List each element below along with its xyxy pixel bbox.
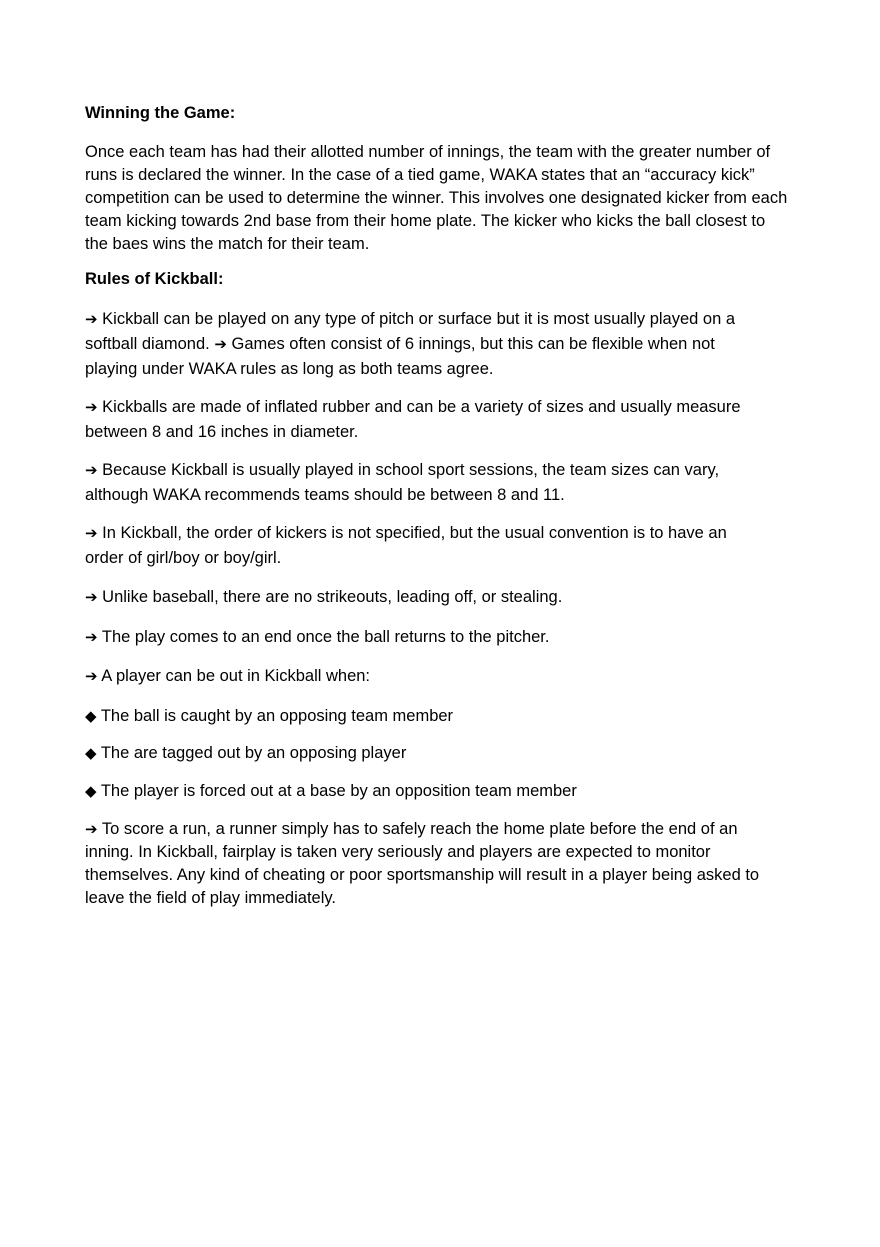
rule-text: softball diamond.	[85, 335, 210, 353]
list-item-text: The are tagged out by an opposing player	[100, 744, 407, 762]
rule-1-line-2	[85, 332, 715, 357]
rule-4-line-2: order of girl/boy or boy/girl.	[85, 549, 282, 567]
out-condition-3	[85, 779, 577, 804]
rule-1-line-3: playing under WAKA rules as long as both teams agree.	[85, 360, 494, 378]
arrow-icon: ➔	[214, 335, 227, 353]
rule-text: In Kickball, the order of kickers is not specified, but the usual convention is to have an	[102, 524, 727, 542]
rule-text: Unlike baseball, there are no strikeouts, leading off, or stealing.	[102, 588, 563, 606]
arrow-icon: ➔	[85, 310, 98, 328]
arrow-icon: ➔	[85, 461, 98, 479]
rule-text: Kickball can be played on any type of pitch or surface but it is most usually played on a	[102, 310, 736, 328]
rules-heading: Rules of Kickball:	[85, 270, 224, 288]
arrow-icon: ➔	[85, 398, 98, 416]
rule-5	[85, 585, 562, 610]
rule-7	[85, 664, 370, 689]
rule-text: A player can be out in Kickball when:	[101, 667, 371, 685]
rule-text: Games often consist of 6 innings, but this can be flexible when not	[231, 335, 715, 353]
diamond-bullet-icon: ◆	[85, 744, 97, 762]
rule-6	[85, 625, 549, 650]
arrow-icon: ➔	[85, 667, 98, 685]
rule-3-line-1	[85, 458, 719, 483]
rule-8	[85, 818, 790, 910]
out-condition-1	[85, 704, 453, 729]
out-condition-2	[85, 741, 406, 766]
arrow-icon: ➔	[85, 628, 98, 646]
arrow-icon: ➔	[85, 524, 98, 542]
rule-1-line-1	[85, 307, 735, 332]
rule-text: To score a run, a runner simply has to safely reach the home plate before the end of an inning. In Kickball, fairplay is taken very seriously and players are expected to monitor themselves. Any kind of cheating or poor sportsmanship will result in a player being asked to leave the field of play immediately.	[85, 820, 760, 907]
rule-2-line-1	[85, 395, 741, 420]
arrow-icon: ➔	[85, 820, 98, 838]
rule-text: Because Kickball is usually played in school sport sessions, the team sizes can vary,	[102, 461, 720, 479]
diamond-bullet-icon: ◆	[85, 782, 97, 800]
winning-heading: Winning the Game:	[85, 104, 236, 122]
rule-text: The play comes to an end once the ball returns to the pitcher.	[101, 628, 550, 646]
rule-4-line-1	[85, 521, 727, 546]
list-item-text: The player is forced out at a base by an opposition team member	[100, 782, 577, 800]
rule-3-line-2: although WAKA recommends teams should be between 8 and 11.	[85, 486, 565, 504]
winning-paragraph: Once each team has had their allotted number of innings, the team with the greater number of runs is declared the winner. In the case of a tied game, WAKA states that an “accuracy kick” competition can be used to determine the winner. This involves one designated kicker from each team kicking towards 2nd base from their home plate. The kicker who kicks the ball closest to the baes wins the match for their team.	[85, 143, 788, 253]
diamond-bullet-icon: ◆	[85, 707, 97, 725]
rule-text: Kickballs are made of inflated rubber and can be a variety of sizes and usually measure	[102, 398, 741, 416]
list-item-text: The ball is caught by an opposing team member	[100, 707, 454, 725]
arrow-icon: ➔	[85, 588, 98, 606]
rule-2-line-2: between 8 and 16 inches in diameter.	[85, 423, 359, 441]
